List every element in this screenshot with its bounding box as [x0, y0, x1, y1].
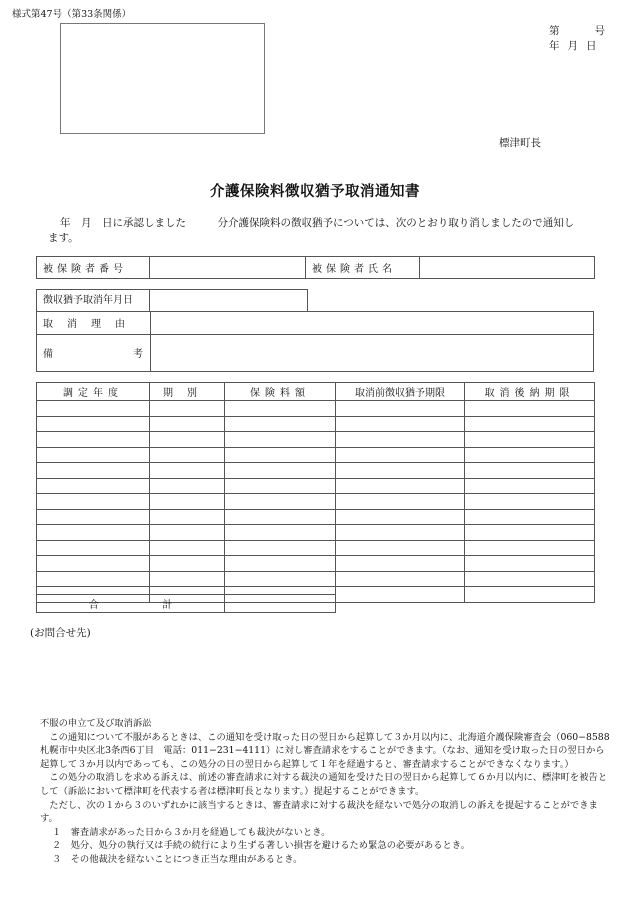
detail-cell[interactable] [150, 401, 225, 417]
appeal-heading: 不服の申立て及び取消訴訟 [40, 718, 152, 729]
detail-cell[interactable] [225, 432, 336, 448]
cancel-reason-field[interactable] [151, 313, 592, 333]
doc-no-dai: 第 [549, 25, 560, 37]
appeal-item-3: ３ その他裁決を経ないことにつき正当な理由があるとき。 [52, 853, 303, 865]
appeal-paragraph-1: この通知について不服があるときは、この通知を受け取った日の翌日から起算して３か月以内に、北海道介護保険審査会（060−8588 札幌市中央区北3条西6丁目 電話：011−231−4111）に対し審査請求をすることができます。（なお、通知を受け取った日の翌日から起算して３か月以内であっても、この処分の日の翌日から起算して１年を経過すると、審査請求することができなくなります。） [40, 731, 619, 770]
detail-cell[interactable] [150, 463, 225, 479]
detail-cell[interactable] [37, 571, 150, 587]
detail-header-row [37, 383, 595, 401]
detail-cell[interactable] [465, 478, 595, 494]
detail-cell[interactable] [150, 525, 225, 541]
detail-cell[interactable] [225, 556, 336, 572]
detail-cell[interactable] [225, 478, 336, 494]
doc-date-day: 日 [586, 40, 597, 52]
doc-date-month: 月 [567, 40, 578, 52]
cancel-reason-label: 取消理由 [43, 319, 139, 330]
header-after-deadline: 取消後納期限 [465, 383, 595, 401]
detail-cell[interactable] [150, 447, 225, 463]
detail-row [37, 525, 595, 541]
cancel-info-block [36, 311, 594, 372]
header-period: 期別 [150, 383, 225, 401]
total-label-1: 合 [88, 600, 99, 611]
total-amount[interactable] [225, 595, 336, 613]
detail-cell[interactable] [225, 494, 336, 510]
detail-cell[interactable] [336, 587, 465, 603]
header-fiscal-year: 調定年度 [37, 383, 150, 401]
appeal-paragraph-3: ただし、次の１から３のいずれかに該当するときは、審査請求に対する裁決を経ないで処分の取消しの訴えを提起することができます。 [40, 799, 598, 825]
detail-row [37, 509, 595, 525]
detail-cell[interactable] [465, 447, 595, 463]
detail-cell[interactable] [465, 509, 595, 525]
detail-row [37, 571, 595, 587]
detail-cell[interactable] [225, 401, 336, 417]
detail-cell[interactable] [336, 463, 465, 479]
detail-cell[interactable] [336, 447, 465, 463]
detail-cell[interactable] [225, 571, 336, 587]
detail-cell[interactable] [336, 494, 465, 510]
remarks-label: 備 考 [43, 349, 143, 360]
header-premium: 保険料額 [225, 383, 336, 401]
detail-cell[interactable] [336, 401, 465, 417]
detail-cell[interactable] [225, 509, 336, 525]
detail-cell[interactable] [37, 540, 150, 556]
detail-cell[interactable] [37, 494, 150, 510]
sender: 標津町長 [499, 137, 541, 149]
detail-cell[interactable] [336, 416, 465, 432]
detail-cell[interactable] [225, 540, 336, 556]
detail-cell[interactable] [150, 432, 225, 448]
form-number: 様式第47号（第33条関係） [12, 9, 132, 20]
detail-cell[interactable] [465, 571, 595, 587]
detail-cell[interactable] [150, 571, 225, 587]
appeal-paragraph-2: この処分の取消しを求める訴えは、前述の審査請求に対する裁決の通知を受けた日の翌日から起算して６か月以内に、標津町を被告として（訴訟において標津町を代表する者は標津町長となります。）提起することができます。 [40, 772, 608, 797]
inquiry-label: (お問合せ先) [30, 627, 91, 639]
detail-cell[interactable] [465, 494, 595, 510]
detail-cell[interactable] [336, 556, 465, 572]
total-table [36, 594, 336, 613]
doc-no-go: 号 [594, 25, 605, 37]
detail-cell[interactable] [37, 447, 150, 463]
detail-cell[interactable] [465, 540, 595, 556]
detail-cell[interactable] [336, 525, 465, 541]
insured-number-field[interactable] [150, 257, 306, 279]
detail-cell[interactable] [225, 447, 336, 463]
detail-cell[interactable] [465, 525, 595, 541]
detail-row [37, 432, 595, 448]
detail-cell[interactable] [150, 509, 225, 525]
detail-cell[interactable] [150, 556, 225, 572]
total-label-2: 計 [162, 600, 173, 611]
detail-cell[interactable] [150, 416, 225, 432]
lead-line-2: ます。 [48, 232, 79, 244]
detail-row [37, 416, 595, 432]
detail-cell[interactable] [150, 478, 225, 494]
document-title: 介護保険料徴収猶予取消通知書 [210, 183, 420, 200]
detail-cell[interactable] [37, 556, 150, 572]
insured-table [36, 256, 595, 279]
detail-cell[interactable] [336, 432, 465, 448]
cancel-date-label: 徴収猶予取消年月日 [37, 290, 150, 311]
insured-number-label: 被保険者番号 [37, 257, 150, 279]
insured-name-label: 被保険者氏名 [306, 257, 420, 279]
detail-cell[interactable] [37, 478, 150, 494]
detail-cell[interactable] [336, 509, 465, 525]
detail-row [37, 540, 595, 556]
appeal-notice [40, 717, 619, 867]
lead-line-1: 年 月 日に承認しました 分介護保険料の徴収猶予については、次のとおり取り消しましたので通知し [60, 217, 575, 229]
detail-row [37, 556, 595, 572]
detail-cell[interactable] [225, 416, 336, 432]
detail-cell[interactable] [37, 509, 150, 525]
remarks-field[interactable] [151, 336, 592, 370]
detail-cell[interactable] [465, 416, 595, 432]
detail-cell[interactable] [37, 525, 150, 541]
detail-cell[interactable] [465, 463, 595, 479]
header-before-deadline: 取消前徴収猶予期限 [336, 383, 465, 401]
doc-date-year: 年 [549, 40, 560, 52]
appeal-item-2: ２ 処分、処分の執行又は手続の続行により生ずる著しい損害を避けるため緊急の必要があるとき。 [52, 840, 470, 852]
detail-cell[interactable] [336, 540, 465, 556]
detail-cell[interactable] [465, 556, 595, 572]
document-number [549, 24, 605, 54]
insured-name-field[interactable] [420, 257, 595, 279]
detail-cell[interactable] [37, 432, 150, 448]
detail-row [37, 478, 595, 494]
total-label [37, 595, 225, 613]
appeal-item-1: １ 審査請求があった日から３か月を経過しても裁決がないとき。 [52, 826, 331, 838]
detail-cell[interactable] [150, 494, 225, 510]
detail-row [37, 463, 595, 479]
detail-row [37, 494, 595, 510]
detail-row [37, 447, 595, 463]
detail-row [37, 401, 595, 417]
detail-cell[interactable] [336, 571, 465, 587]
lead-text [48, 216, 608, 246]
detail-cell[interactable] [225, 525, 336, 541]
detail-cell[interactable] [465, 401, 595, 417]
detail-cell[interactable] [465, 432, 595, 448]
detail-cell[interactable] [465, 587, 595, 603]
detail-cell[interactable] [225, 463, 336, 479]
detail-cell[interactable] [37, 416, 150, 432]
detail-cell[interactable] [150, 540, 225, 556]
detail-cell[interactable] [336, 478, 465, 494]
detail-table [36, 382, 595, 603]
detail-cell[interactable] [37, 463, 150, 479]
detail-cell[interactable] [37, 401, 150, 417]
address-window [60, 23, 265, 134]
cancel-date-row [36, 289, 308, 311]
